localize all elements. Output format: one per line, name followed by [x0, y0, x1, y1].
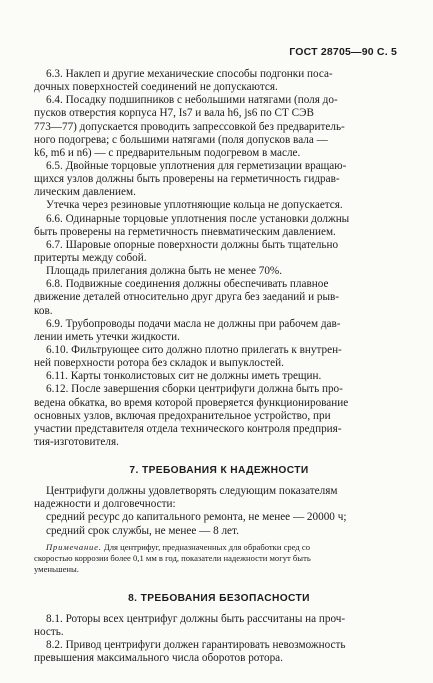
section-8-title: 8. ТРЕБОВАНИЯ БЕЗОПАСНОСТИ: [128, 592, 310, 604]
text-line: 6.11. Карты тонколистовых сит не должны иметь трещин.: [46, 370, 322, 383]
section-7-title: 7. ТРЕБОВАНИЯ К НАДЕЖНОСТИ: [129, 465, 309, 477]
text-line: средний срок службы, не менее — 8 лет.: [46, 524, 239, 537]
text-line: 773—77) допускается проводить запрессовкой без предваритель-: [34, 120, 345, 133]
text-line: k6, m6 и n6) — с предварительным подогревом в масле.: [34, 146, 301, 159]
text-line: 6.9. Трубопроводы подачи масла не должны при рабочем дав-: [46, 317, 341, 330]
note-label: Примечание.: [46, 541, 102, 552]
text-line: притерты между собой.: [34, 251, 147, 264]
text-line: Площадь прилегания должна быть не менее 70%.: [46, 265, 283, 278]
text-line: Центрифуги должны удовлетворять следующим показателям: [46, 485, 338, 498]
note-line-3: уменьшены.: [34, 563, 79, 574]
text-line: Утечка через резиновые уплотняющие кольца не допускается.: [46, 199, 343, 212]
text-line: 6.10. Фильтрующее сито должно плотно прилегать к внутрен-: [46, 343, 342, 356]
note-line-1: [34, 542, 404, 553]
text-line: ведена обкатка, во время которой проверяется функционирование: [34, 396, 349, 409]
text-line: дочных поверхностей соединений не допускаются.: [34, 81, 278, 94]
text-line: лическим давлением.: [34, 186, 136, 199]
text-line: 6.5. Двойные торцовые уплотнения для герметизации вращаю-: [46, 159, 347, 172]
text-line: тия-изготовителя.: [34, 435, 119, 448]
text-line: надежности и долговечности:: [34, 498, 176, 511]
text-line: основных узлов, включая предохранительное устройство, при: [34, 409, 331, 422]
text-line: средний ресурс до капитального ремонта, не менее — 20000 ч;: [46, 511, 347, 524]
document-body: [34, 68, 404, 665]
text-line: ней поверхности ротора без складок и выпуклостей.: [34, 357, 284, 370]
text-line: 6.3. Наклеп и другие механические способы подгонки поса-: [46, 68, 333, 80]
text-line: лении иметь утечки жидкости.: [34, 330, 180, 343]
text-line: 6.6. Одинарные торцовые уплотнения после установки должны: [46, 212, 350, 225]
text-line: быть проверены на герметичность пневматическим давлением.: [34, 225, 336, 238]
text-line: ного подогрева; с большими натягами (поля допусков вала —: [34, 133, 328, 146]
text-line: участии представителя отдела технического контроля предприя-: [34, 422, 342, 435]
section-6-text: [34, 68, 404, 449]
text-line: 6.4. Посадку подшипников с небольшими натягами (поля до-: [46, 94, 338, 107]
text-line: 6.7. Шаровые опорные поверхности должны быть тщательно: [46, 238, 339, 251]
text-line: превышения максимального числа оборотов ротора.: [34, 652, 283, 665]
text-line: 8.1. Роторы всех центрифуг должны быть рассчитаны на проч-: [46, 612, 346, 625]
section-8-text: [34, 613, 404, 666]
note-line-2: скоростью коррозии более 0,1 мм в год, показатели надежности могут быть: [34, 552, 311, 563]
text-line: щихся узлов должны быть проверены на герметичность гидрав-: [34, 173, 340, 186]
text-line: 6.12. После завершения сборки центрифуги должна быть про-: [46, 383, 343, 396]
text-line: 8.2. Привод центрифуги должен гарантировать невозможность: [46, 638, 346, 651]
section-7-text: [34, 485, 404, 538]
text-line: движение деталей относительно друг друга без заеданий и рыв-: [34, 291, 339, 304]
text-line: ность.: [34, 625, 64, 638]
note-line-1-text: Для центрифуг, предназначенных для обработки сред со: [103, 541, 311, 552]
section-7-note: [34, 542, 404, 575]
page-header: ГОСТ 28705—90 С. 5: [289, 46, 397, 58]
text-line: 6.8. Подвижные соединения должны обеспечивать плавное: [46, 278, 329, 291]
text-line: пусков отверстия корпуса H7, Is7 и вала h6, js6 по СТ СЭВ: [34, 107, 314, 120]
text-line: ков.: [34, 304, 53, 317]
